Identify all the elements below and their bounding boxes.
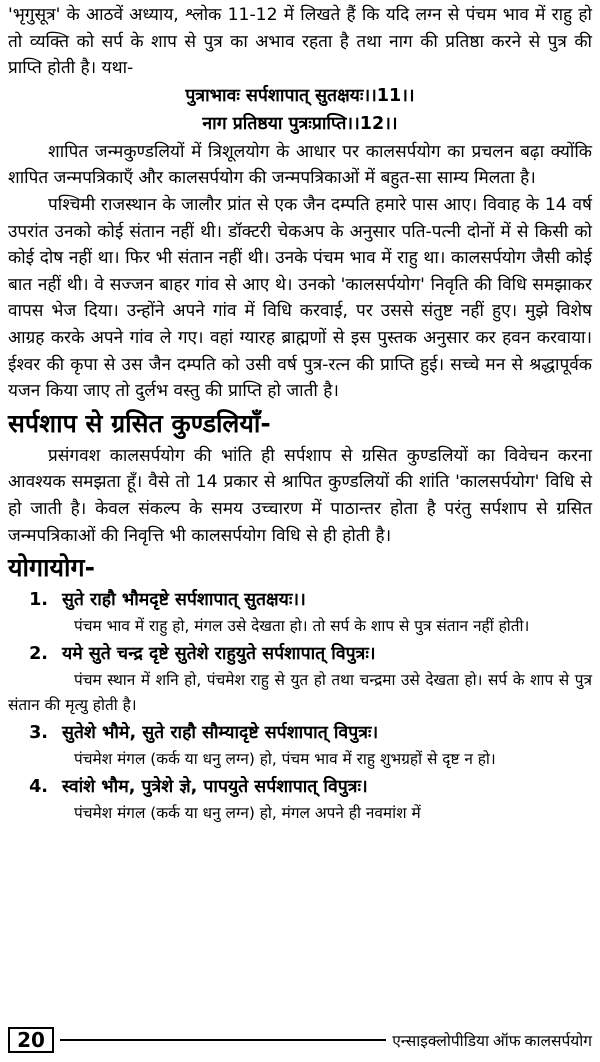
yog-shloka: स्वांशे भौम, पुत्रेशे ज्ञे, पापयुते सर्पशापात् विपुत्रः। (62, 777, 368, 798)
yog-number: 1. (29, 590, 48, 611)
yog-list-item (8, 587, 592, 639)
verse-line: पुत्राभावः सर्पशापात् सुतक्षयः।।11।। (185, 85, 415, 106)
yog-shloka: सुतेशे भौमे, सुते राहौ सौम्यादृष्टे सर्पशापात् विपुत्रः। (62, 723, 379, 744)
yog-shloka-row (8, 720, 592, 747)
page-number: 20 (8, 1027, 54, 1053)
yog-number: 2. (29, 644, 48, 665)
yog-heading: योगायोग- (8, 553, 95, 583)
section-paragraph: प्रसंगवश कालसर्पयोग की भांति ही सर्पशाप से ग्रसित कुण्डलियों का विवेचन करना आवश्यक समझता हूँ। वैसे तो 14 प्रकार से श्रापित कुण्डलियों की शांति 'कालसर्पयोग' विधि से हो जाती है। केवल संकल्प के समय उच्चारण में पाठान्तर होता है परंतु सर्पशाप से ग्रसित जन्मपत्रिकाओं की निवृत्ति भी कालसर्पयोग विधि से ही होती है। (8, 445, 592, 546)
section-heading: सर्पशाप से ग्रसित कुण्डलियाँ- (8, 408, 271, 438)
intro-paragraph: 'भृगुसूत्र' के आठवें अध्याय, श्लोक 11-12 में लिखते हैं कि यदि लग्न से पंचम भाव में राहु हो तो व्यक्ति को सर्प के शाप से पुत्र का अभाव रहता है तथा नाग की प्रतिष्ठा करने से पुत्र की प्राप्ति होती है। यथा- (8, 5, 592, 79)
yog-shloka-row (8, 641, 592, 668)
yog-list-item (8, 774, 592, 826)
yog-meaning: पंचम भाव में राहु हो, मंगल उसे देखता हो। तो सर्प के शाप से पुत्र संतान नहीं होती। (74, 617, 530, 636)
verse-line: नाग प्रतिष्ठया पुत्रःप्राप्ति।।12।। (202, 113, 398, 134)
yog-meaning: पंचम स्थान में शनि हो, पंचमेश राहु से युत हो तथा चन्द्रमा उसे देखता हो। सर्प के शाप से पुत्र संतान की मृत्यु होती है। (8, 671, 592, 715)
yog-number: 3. (29, 723, 48, 744)
yog-list-item (8, 641, 592, 718)
body-paragraph: शापित जन्मकुण्डलियों में त्रिशूलयोग के आधार पर कालसर्पयोग का प्रचलन बढ़ा क्योंकि शापित जन्मपत्रिकाएँ और कालसर्पयोग की जन्मपत्रिकाओं में बहुत-सा साम्य मिलता है। (8, 141, 592, 189)
yog-shloka: यमे सुते चन्द्र दृष्टे सुतेशे राहुयुते सर्पशापात् विपुत्रः। (62, 644, 376, 665)
verse-block (8, 83, 592, 138)
yog-shloka-row (8, 587, 592, 614)
footer-rule (60, 1039, 386, 1041)
body-paragraph: पश्चिमी राजस्थान के जालौर प्रांत से एक जैन दम्पति हमारे पास आए। विवाह के 14 वर्ष उपरांत उनको कोई संतान नहीं थी। डॉक्टरी चेकअप के अनुसार पति-पत्नी दोनों में से किसी को कोई दोष नहीं था। फिर भी संतान नहीं थी। उनके पंचम भाव में राहु था। कालसर्पयोग जैसी कोई बात नहीं थी। वे सज्जन बाहर गांव से आए थे। उनको 'कालसर्पयोग' निवृति की विधि समझाकर वापस भेज दिया। उन्होंने अपने गांव में विधि करवाई, पर उससे संतुष्ट नहीं हुए। मुझे विशेष आग्रह करके अपने गांव ले गए। वहां ग्यारह ब्राह्मणों से इस पुस्तक अनुसार कर हवन करवाया। ईश्वर की कृपा से उस जैन दम्पति को उसी वर्ष पुत्र-रत्न की प्राप्ति हुई। सच्चे मन से श्रद्धापूर्वक यजन किया जाए तो दुर्लभ वस्तु की प्राप्ति हो जाती है। (8, 194, 592, 402)
yog-list (8, 587, 592, 826)
page-footer (8, 1025, 592, 1055)
yog-meaning: पंचमेश मंगल (कर्क या धनु लग्न) हो, मंगल अपने ही नवमांश में (74, 804, 421, 823)
yog-number: 4. (29, 777, 48, 798)
running-footer-title: एन्साइक्लोपीडिया ऑफ कालसर्पयोग (392, 1033, 592, 1050)
yog-shloka: सुते राहौ भौमदृष्टे सर्पशापात् सुतक्षयः।। (62, 590, 306, 611)
yog-list-item (8, 720, 592, 772)
yog-shloka-row (8, 774, 592, 801)
yog-meaning: पंचमेश मंगल (कर्क या धनु लग्न) हो, पंचम भाव में राहु शुभग्रहों से दृष्ट न हो। (74, 750, 496, 769)
